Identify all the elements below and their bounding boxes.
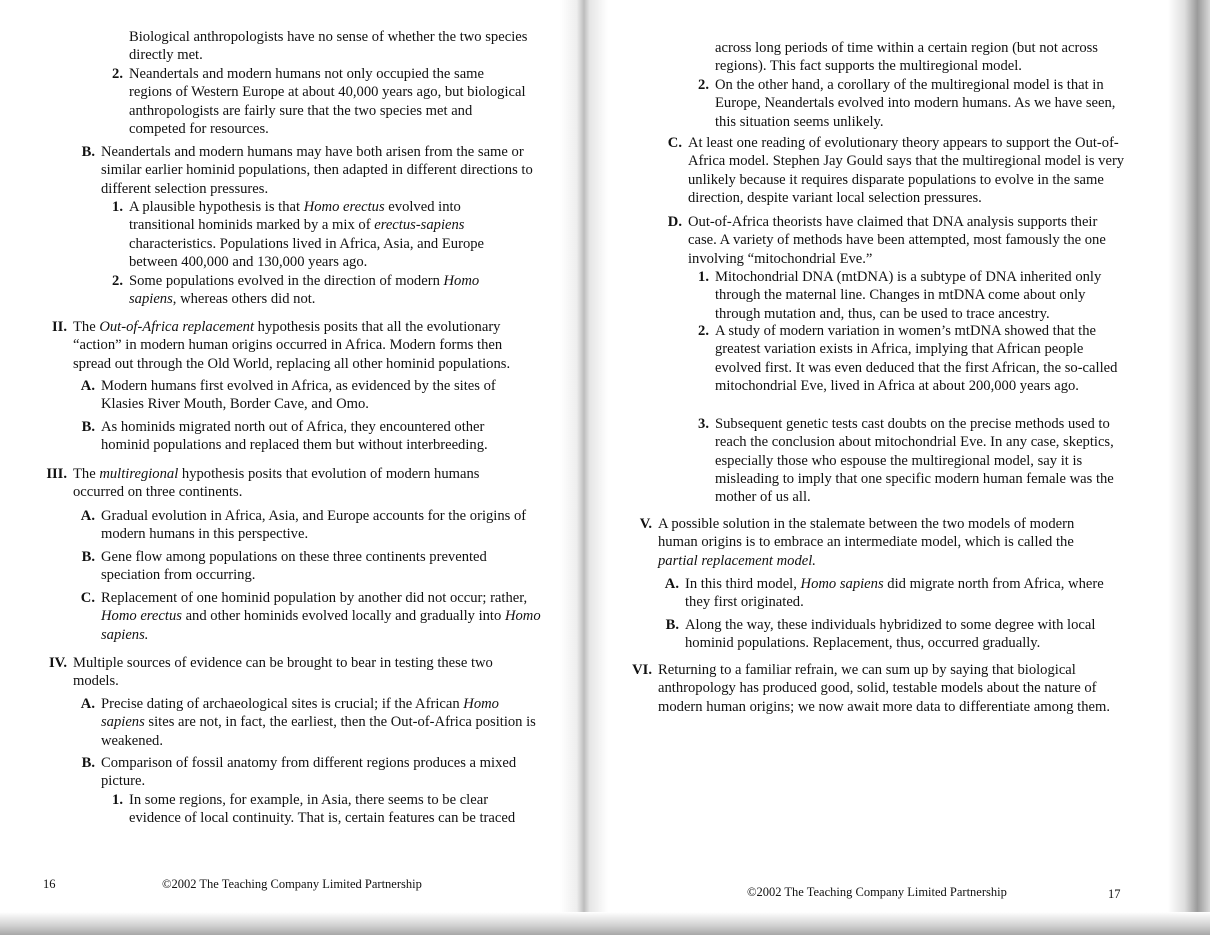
item-label: 1. (698, 269, 709, 285)
item-text: Along the way, these individuals hybridized to some degree with local hominid populations. Replacement, thus, occurred gradually. (685, 617, 1096, 652)
list-item (665, 616, 1115, 653)
list-item (632, 661, 1120, 716)
list-item (46, 465, 533, 502)
list-item (639, 515, 1098, 570)
item-label: V. (639, 516, 652, 532)
item-label: A. (664, 576, 679, 592)
item-label: 2. (112, 66, 123, 82)
copyright-footer: ©2002 The Teaching Company Limited Partnership (747, 885, 1007, 899)
item-text: On the other hand, a corollary of the multiregional model is that in Europe, Neandertals evolved into modern humans. As we have seen, this situation seems unlikely. (715, 77, 1116, 130)
item-label: III. (46, 466, 67, 482)
list-item (698, 76, 1125, 131)
list-item (51, 318, 543, 373)
item-text: Some populations evolved in the direction of modern Homo sapiens, whereas others did not. (129, 273, 480, 308)
item-text: Subsequent genetic tests cast doubts on the precise methods used to reach the conclusion about mitochondrial Eve. In any case, skeptics, especially those who espouse the multiregional model, say it is misleading to imply that one specific modern human female was the mother of us all. (715, 416, 1114, 506)
list-item (80, 507, 541, 544)
item-label: C. (80, 590, 95, 606)
page-number: 17 (1108, 887, 1121, 901)
item-text: Replacement of one hominid population by another did not occur; rather, Homo erectus and other hominids evolved locally and gradually into Homo sapiens. (101, 590, 541, 643)
book-gutter (560, 0, 608, 935)
item-label: B. (665, 617, 679, 633)
item-label: C. (667, 135, 682, 151)
item-text: The multiregional hypothesis posits that evolution of modern humans occurred on three continents. (73, 466, 480, 501)
paragraph-text: Biological anthropologists have no sense of whether the two species directly met. (129, 29, 528, 64)
item-text: At least one reading of evolutionary theory appears to support the Out-of-Africa model. Stephen Jay Gould says that the multiregional model is very unlikely because it requires disparate populations to evolve in the same direction, despite variant local selection pressures. (688, 135, 1125, 206)
item-label: B. (81, 755, 95, 771)
item-text: In some regions, for example, in Asia, there seems to be clear evidence of local continuity. That is, certain features can be traced (129, 792, 516, 827)
list-item (81, 143, 546, 198)
list-item (698, 322, 1120, 395)
item-label: 2. (698, 77, 709, 93)
paragraph-text: across long periods of time within a certain region (but not across regions). This fact supports the multiregional model. (715, 40, 1098, 75)
continued-text (129, 28, 539, 65)
list-item (112, 65, 529, 138)
item-label: B. (81, 549, 95, 565)
item-text: Out-of-Africa theorists have claimed that DNA analysis supports their case. A variety of methods have been attempted, most famously the one involving “mitochondrial Eve.” (688, 214, 1106, 267)
item-label: A. (80, 508, 95, 524)
item-label: II. (51, 319, 67, 335)
copyright-footer: ©2002 The Teaching Company Limited Partnership (162, 877, 422, 891)
item-text: Comparison of fossil anatomy from different regions produces a mixed picture. (101, 755, 517, 790)
item-label: A. (80, 696, 95, 712)
list-item (667, 134, 1126, 207)
item-text: Gene flow among populations on these three continents prevented speciation from occurring. (101, 549, 487, 584)
item-text: Mitochondrial DNA (mtDNA) is a subtype of DNA inherited only through the maternal line. Changes in mtDNA come about only through mutation and, thus, can be used to trace ancestry. (715, 269, 1102, 322)
item-text: As hominids migrated north out of Africa, they encountered other hominid populations and replaced them but without interbreeding. (101, 419, 488, 454)
item-text: A study of modern variation in women’s mtDNA showed that the greatest variation exists in Africa, implying that African people evolved first. It was even deduced that the first African, the so-called mitochondrial Eve, lived in Africa at about 200,000 years ago. (715, 323, 1118, 394)
item-label: 2. (698, 323, 709, 339)
item-text: Multiple sources of evidence can be brought to bear in testing these two models. (73, 655, 493, 690)
list-item (112, 198, 507, 271)
list-item (80, 695, 546, 750)
item-label: B. (81, 419, 95, 435)
page-number: 16 (43, 877, 56, 891)
list-item (112, 272, 509, 309)
item-label: A. (80, 378, 95, 394)
page-edge-shadow (1168, 0, 1210, 935)
list-item (664, 575, 1125, 612)
item-label: 1. (112, 199, 123, 215)
item-label: B. (81, 144, 95, 160)
item-text: A plausible hypothesis is that Homo erectus evolved into transitional hominids marked by a mix of erectus-sapiens characteristics. Populations lived in Africa, Asia, and Europe between 400,000 and 130,000 years ago. (129, 199, 485, 270)
list-item (698, 415, 1128, 506)
list-item (80, 589, 541, 644)
item-label: 1. (112, 792, 123, 808)
list-item (81, 418, 526, 455)
item-text: Precise dating of archaeological sites is crucial; if the African Homo sapiens sites are not, in fact, the earliest, then the Out-of-Africa position is weakened. (101, 696, 536, 749)
right-page (608, 0, 1168, 935)
item-label: VI. (632, 662, 652, 678)
list-item (80, 377, 531, 414)
list-item (81, 548, 521, 585)
list-item (81, 754, 541, 791)
item-label: 2. (112, 273, 123, 289)
item-label: IV. (49, 655, 67, 671)
list-item (667, 213, 1126, 268)
item-text: Neandertals and modern humans not only occupied the same regions of Western Europe at about 40,000 years ago, but biological anthropologists are fairly sure that the two species met and competed for resources. (129, 66, 526, 137)
item-text: The Out-of-Africa replacement hypothesis posits that all the evolutionary “action” in modern human origins occurred in Africa. Modern forms then spread out through the Old World, replacing all other hominid populations. (73, 319, 511, 372)
list-item (698, 268, 1123, 323)
item-text: Modern humans first evolved in Africa, as evidenced by the sites of Klasies River Mouth, Border Cave, and Omo. (101, 378, 496, 413)
list-item (112, 791, 539, 828)
item-text: In this third model, Homo sapiens did migrate north from Africa, where they first originated. (685, 576, 1104, 611)
item-label: 3. (698, 416, 709, 432)
list-item (49, 654, 523, 691)
item-label: D. (667, 214, 682, 230)
continued-text (715, 39, 1130, 76)
item-text: Neandertals and modern humans may have both arisen from the same or similar earlier hominid populations, then adapted in different directions to different selection pressures. (101, 144, 533, 197)
item-text: Returning to a familiar refrain, we can sum up by saying that biological anthropology has produced good, solid, testable models about the nature of modern human origins; we now await more data to differentiate among them. (658, 662, 1111, 715)
item-text: A possible solution in the stalemate between the two models of modern human origins is to embrace an intermediate model, which is called the partial replacement model. (658, 516, 1075, 569)
item-text: Gradual evolution in Africa, Asia, and Europe accounts for the origins of modern humans in this perspective. (101, 508, 527, 543)
left-page (0, 0, 560, 935)
